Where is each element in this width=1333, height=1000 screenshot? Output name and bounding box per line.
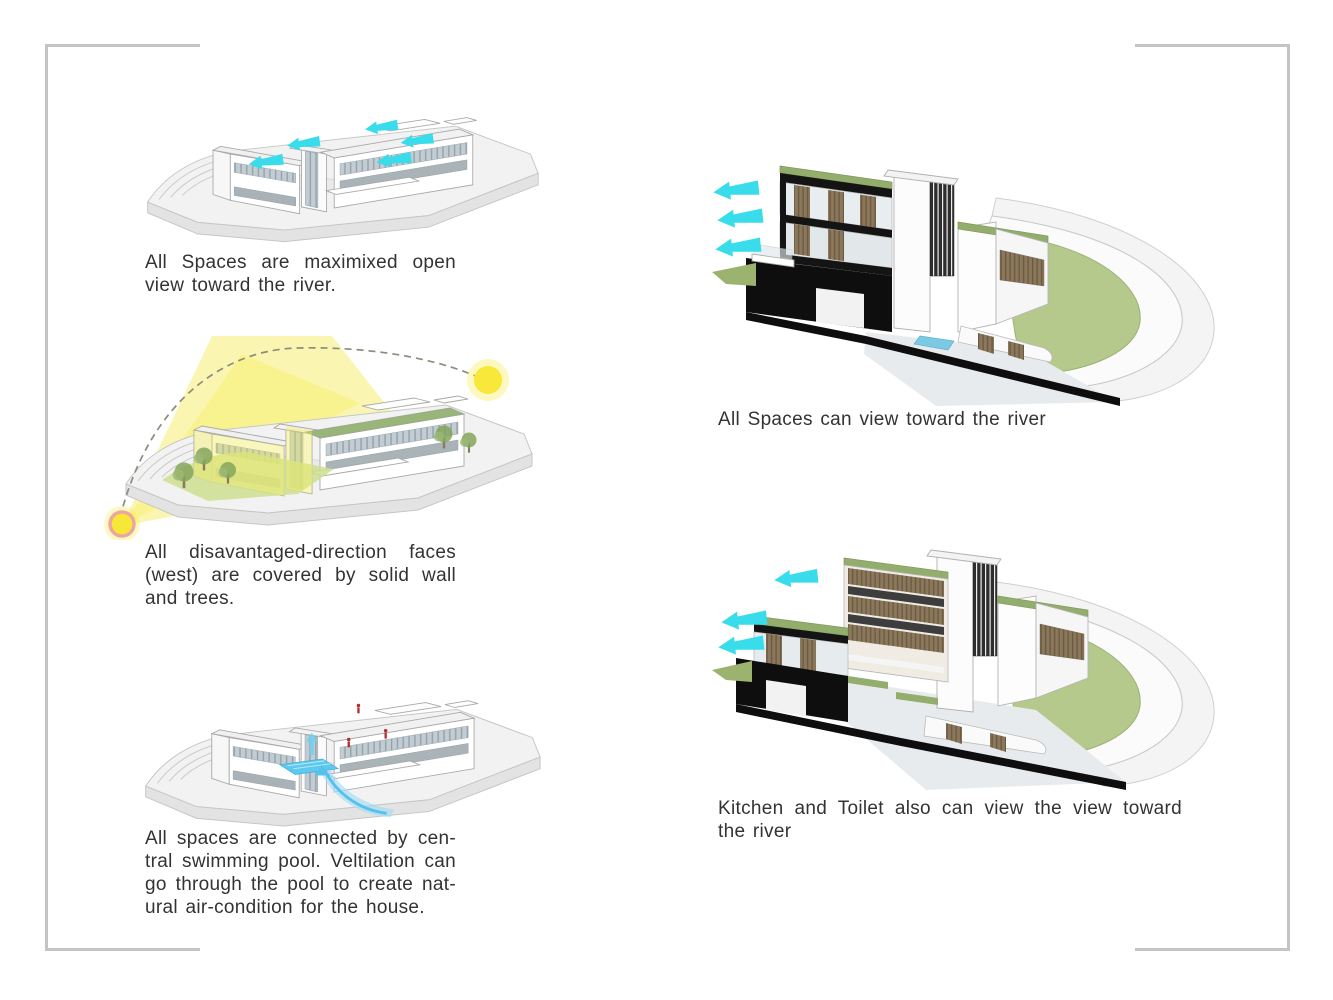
caption-section-view: [718, 408, 1078, 431]
wind-arrow-icon: [716, 207, 763, 230]
frame-corner-top-left: [45, 44, 200, 47]
cut-left-block: [746, 166, 892, 332]
sun-evening-icon: [467, 359, 509, 401]
stair-tower: [884, 170, 958, 332]
person-figure: [357, 704, 360, 714]
frame-left-rule: [45, 44, 48, 951]
view-arrows: [712, 179, 763, 259]
diagram-pool-ventilation: [136, 648, 544, 834]
wind-arrow-icon: [712, 179, 759, 202]
caption-line: Kitchen and Toilet also can view the view toward: [718, 798, 1182, 819]
lawn-sliver: [712, 661, 752, 682]
diagram-section-kitchen-toilet: [696, 520, 1244, 796]
caption-line: view toward the river.: [145, 275, 337, 296]
diagram-sun-protection: [92, 328, 550, 540]
caption-line: All spaces are connected by cen-: [145, 828, 456, 849]
house-model: [146, 701, 540, 826]
house-model: [148, 118, 539, 242]
diagram-section-view: [696, 136, 1244, 412]
lawn-sliver: [712, 263, 756, 286]
caption-line: All Spaces are maximixed open: [145, 252, 456, 273]
frame-right-rule: [1287, 44, 1290, 951]
wind-arrow-icon: [773, 567, 818, 589]
section-axon-illustration: [696, 136, 1244, 412]
caption-line: (west) are covered by solid wall: [145, 565, 456, 586]
caption-line: All Spaces can view toward the river: [718, 409, 1046, 430]
frame-corner-bottom-left: [45, 948, 200, 951]
rear-slat-block: [844, 558, 948, 682]
caption-line: and trees.: [145, 588, 235, 609]
house-axon-pool-illustration: [136, 648, 544, 834]
caption-line: the river: [718, 821, 792, 842]
diagram-open-view: [138, 58, 542, 254]
cut-front-block: [736, 616, 848, 722]
section-axon-kitchen-illustration: [696, 520, 1244, 796]
caption-line: go through the pool to create nat-: [145, 874, 456, 895]
caption-line: tral swimming pool. Veltilation can: [145, 851, 456, 872]
caption-sun-protection: [145, 541, 456, 610]
caption-line: ural air-condition for the house.: [145, 897, 425, 918]
house-axon-sunpath-illustration: [92, 328, 550, 540]
house-axon-ventilation-illustration: [138, 58, 542, 254]
frame-corner-bottom-right: [1135, 948, 1290, 951]
frame-corner-top-right: [1135, 44, 1290, 47]
caption-line: All disavantaged-direction faces: [145, 542, 456, 563]
caption-pool-ventilation: [145, 827, 456, 919]
caption-section-kitchen-toilet: [718, 797, 1182, 843]
caption-open-view: [145, 251, 456, 297]
